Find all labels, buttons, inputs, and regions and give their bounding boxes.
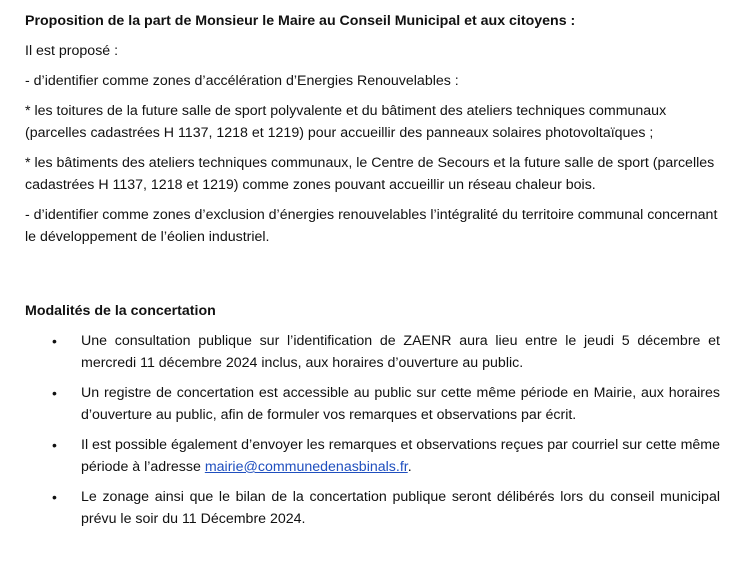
concertation-list — [25, 330, 720, 530]
bullet-icon: • — [52, 437, 57, 453]
document-page — [25, 10, 720, 538]
proposal-star-item-2: * les bâtiments des ateliers techniques communaux, le Centre de Secours et la future salle de sport (parcelles cadastrées H 1137, 1218 et 1219) comme zones pouvant accueillir un réseau chaleur bois. — [25, 155, 715, 193]
email-link[interactable]: mairie@communedenasbinals.fr — [204, 459, 408, 475]
proposal-star-item-1: * les toitures de la future salle de sport polyvalente et du bâtiment des ateliers techniques communaux (parcelles cadastrées H 1137, 1218 et 1219) pour accueillir des panneaux solaires photovoltaïques ; — [25, 103, 667, 141]
list-item — [25, 330, 720, 374]
list-item-text-end: . — [407, 459, 412, 475]
list-item-text: Le zonage ainsi que le bilan de la concertation publique seront délibérés lors du conseil municipal prévu le soir du 11 Décembre 2024. — [81, 489, 720, 527]
concertation-heading: Modalités de la concertation — [25, 303, 216, 319]
list-item-text: Un registre de concertation est accessible au public sur cette même période en Mairie, aux horaires d’ouverture au public, afin de formuler vos remarques et observations par écrit. — [81, 385, 720, 423]
proposal-dash-item-2: - d’identifier comme zones d’exclusion d’énergies renouvelables l’intégralité du territoire communal concernant le développement de l’éolien industriel. — [25, 207, 718, 245]
bullet-icon: • — [52, 333, 57, 349]
bullet-icon: • — [52, 385, 57, 401]
list-item-text: Une consultation publique sur l’identification de ZAENR aura lieu entre le jeudi 5 décembre et mercredi 11 décembre 2024 inclus, aux horaires d’ouverture au public. — [81, 333, 720, 371]
proposal-heading: Proposition de la part de Monsieur le Maire au Conseil Municipal et aux citoyens : — [25, 13, 576, 29]
proposal-dash-item-1: - d’identifier comme zones d’accélération d’Energies Renouvelables : — [25, 73, 459, 89]
list-item-text: Il est possible également d’envoyer les remarques et observations reçues par courriel sur cette même période à l’adresse — [81, 437, 720, 475]
list-item — [25, 382, 720, 426]
bullet-icon: • — [52, 489, 57, 505]
list-item — [25, 434, 720, 478]
proposal-intro: Il est proposé : — [25, 43, 119, 59]
list-item — [25, 486, 720, 530]
